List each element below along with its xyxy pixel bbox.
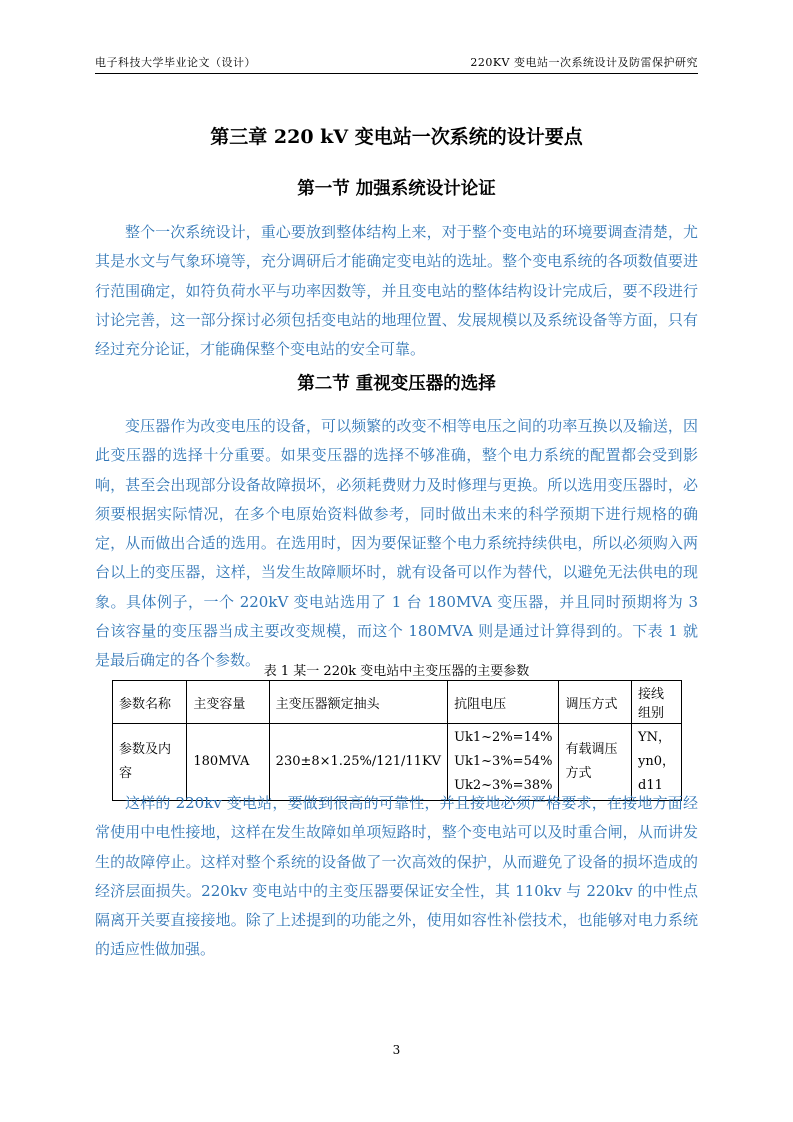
table-caption: 表 1 某一 220k 变电站中主变压器的主要参数 bbox=[263, 664, 530, 679]
page-number: 3 bbox=[392, 1043, 401, 1057]
table-header-cell: 接线组别 bbox=[632, 681, 682, 724]
table-header-cell: 抗阻电压 bbox=[448, 681, 559, 724]
table-header-cell: 主变容量 bbox=[187, 681, 269, 724]
section-1-paragraph: 整个一次系统设计，重心要放到整体结构上来，对于整个变电站的环境要调查清楚，尤其是水文与气象环境等，充分调研后才能确定变电站的选址。整个变电系统的各项数值要进行范围确定，如符负荷水平与功率因数等，并且变电站的整体结构设计完成后，要不段进行讨论完善，这一部分探讨必须包括变电站的地理位置、发展规模以及系统设备等方面，只有经过充分论证，才能确保整个变电站的安全可靠。 bbox=[95, 223, 698, 359]
running-header-left: 电子科技大学毕业论文（设计） bbox=[95, 56, 256, 69]
tap-cell: 230±8×1.25%/121/11KV bbox=[269, 724, 447, 801]
capacity-cell: 180MVA bbox=[187, 724, 269, 801]
impedance-value: Uk1~2%=14% bbox=[454, 730, 553, 745]
section-2-paragraph: 变压器作为改变电压的设备，可以频繁的改变不相等电压之间的功率互换以及输送，因此变压器的选择十分重要。如果变压器的选择不够准确，整个电力系统的配置都会受到影响，甚至会出现部分设备故障损坏，必须耗费财力及时修理与更换。所以选用变压器时，必须要根据实际情况，在多个电原始资料做参考，同时做出未来的科学预期下进行规格的确定，从而做出合适的选用。在选用时，因为要保证整个电力系统持续供电，所以必须购入两台以上的变压器，这样，当发生故障顺坏时，就有设备可以作为替代，以避免无法供电的现象。具体例子，一个 220kV 变电站选用了 1 台 180MVA 变压器，并且同时预期将为 3 台该容量的变压器当成主要改变规模，而这个 180MVA 则是通过计算得到的。下表 1 就是最后确定的各个参数。 bbox=[95, 417, 698, 670]
impedance-value: Uk2~3%=38% bbox=[454, 778, 553, 793]
transformer-parameter-table bbox=[112, 680, 682, 801]
table-header-cell: 参数名称 bbox=[113, 681, 187, 724]
table-header-cell: 主变压器额定抽头 bbox=[269, 681, 447, 724]
chapter-title: 第三章 220 kV 变电站一次系统的设计要点 bbox=[210, 126, 583, 148]
table-header-row bbox=[113, 681, 682, 724]
section-2-title: 第二节 重视变压器的选择 bbox=[297, 374, 496, 394]
table-header-cell: 调压方式 bbox=[559, 681, 632, 724]
impedance-value: Uk1~3%=54% bbox=[454, 754, 553, 769]
connection-cell: YN，yn0，d11 bbox=[632, 724, 682, 801]
closing-paragraph: 这样的 220kv 变电站，要做到很高的可靠性，并且接地必须严格要求，在接地方面经常使用中电性接地，这样在发生故障如单项短路时，整个变电站可以及时重合闸，从而讲发生的故障停止。这样对整个系统的设备做了一次高效的保护，从而避免了设备的损坏造成的经济层面损失。220kv 变电站中的主变压器要保证安全性，其 110kv 与 220kv 的中性点隔离开关要直接接地。除了上述提到的功能之外，使用如容性补偿技术，也能够对电力系统的适应性做加强。 bbox=[95, 794, 698, 959]
regulation-cell: 有载调压方式 bbox=[559, 724, 632, 801]
running-header-right: 220KV 变电站一次系统设计及防雷保护研究 bbox=[470, 56, 698, 69]
header-divider bbox=[95, 73, 698, 74]
section-1-title: 第一节 加强系统设计论证 bbox=[297, 179, 496, 199]
param-name-cell: 参数及内容 bbox=[113, 724, 187, 801]
